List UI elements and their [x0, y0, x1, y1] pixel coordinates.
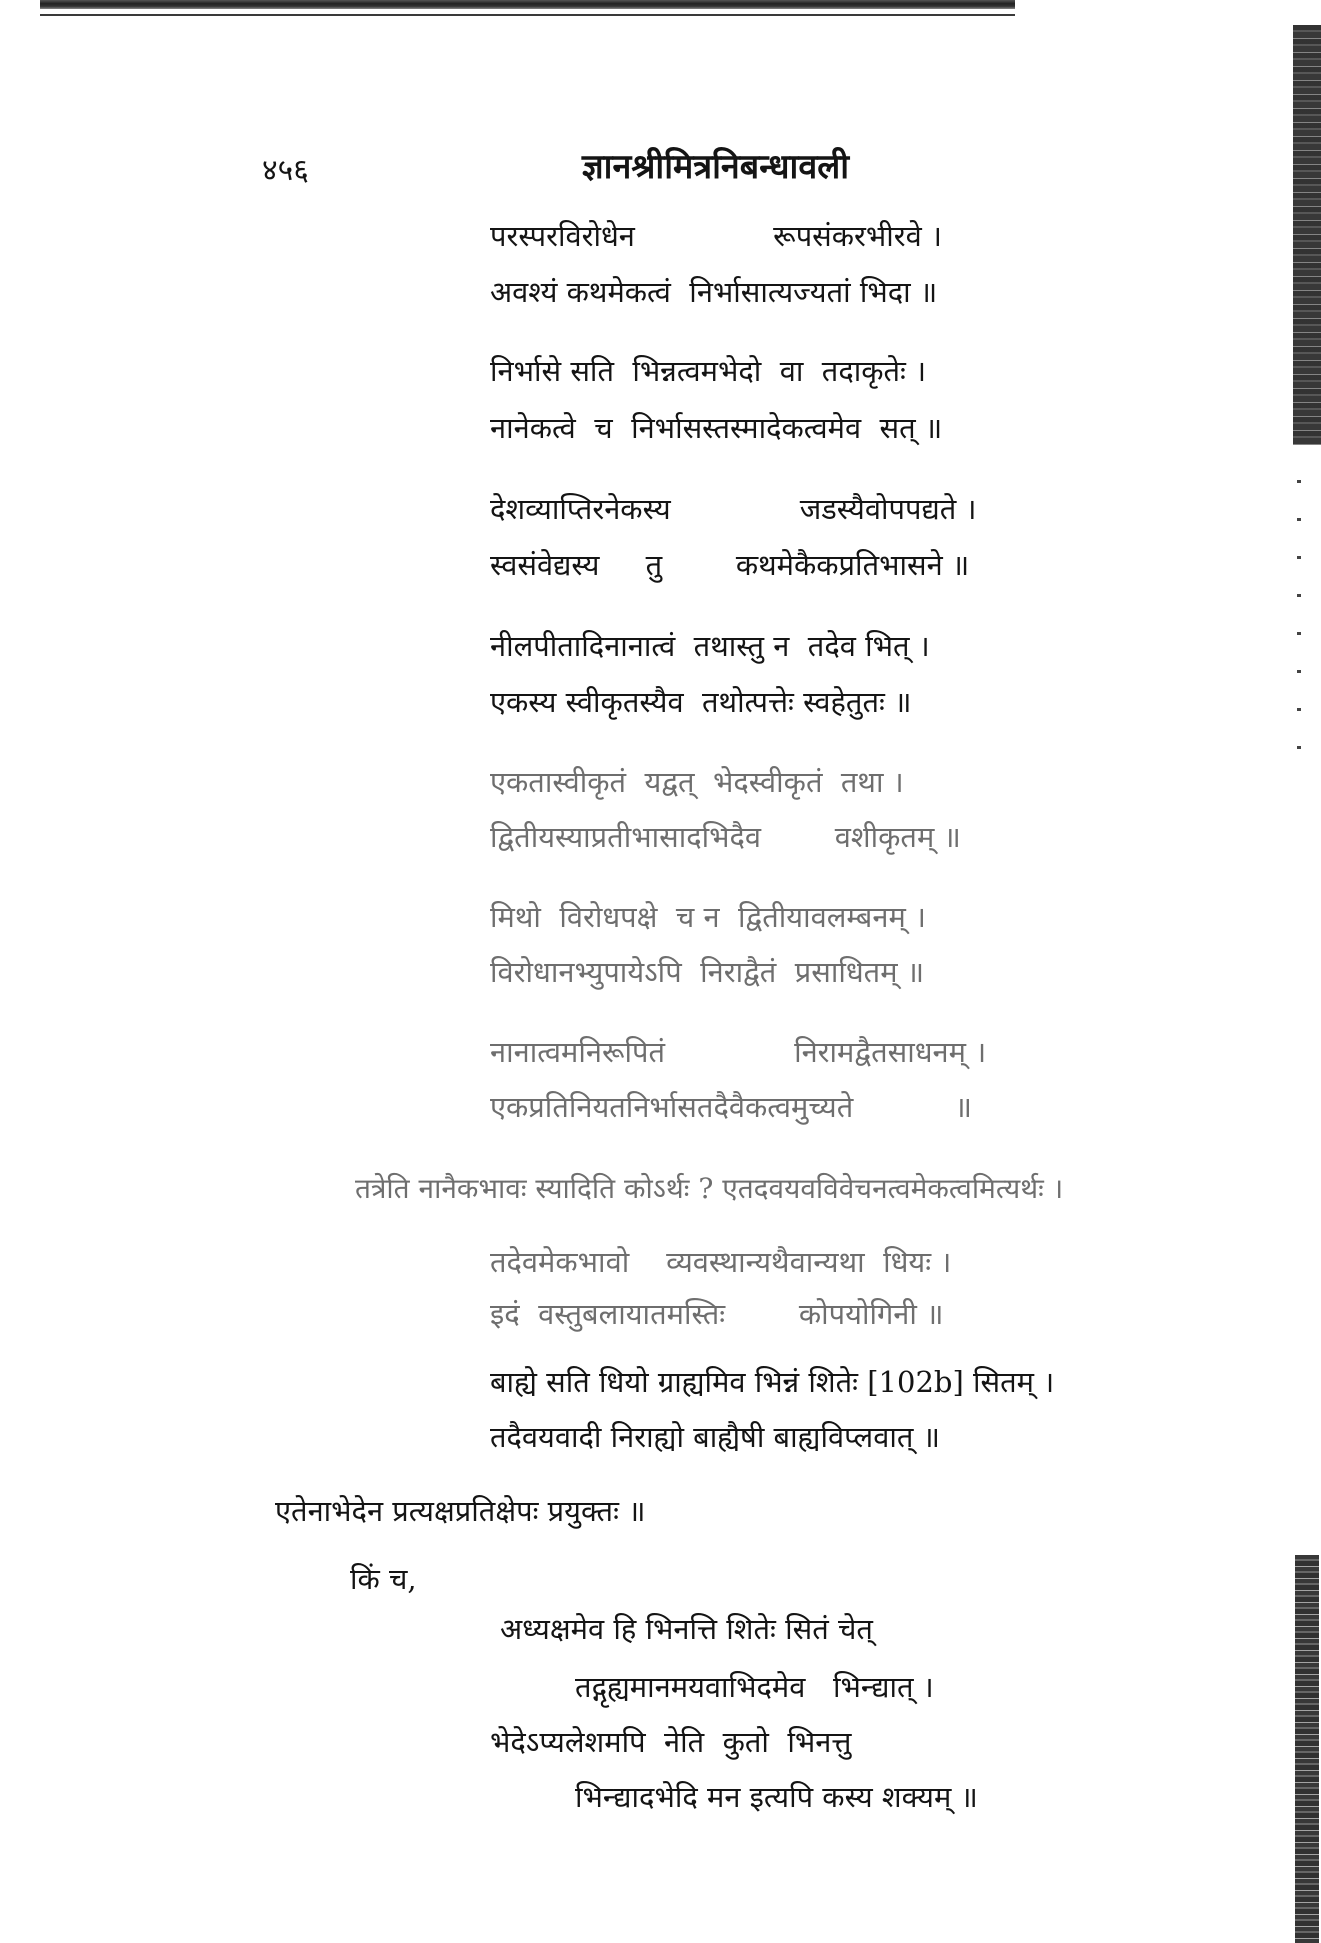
verse-7-line-a: नानात्वमनिरूपितं निरामद्वैतसाधनम् ।: [490, 1035, 987, 1069]
verse-1-line-a: परस्परविरोधेन रूपसंकरभीरवे ।: [490, 219, 942, 253]
verse-9-line-b: तदैवयवादी निराह्यो बाह्यैषी बाह्यविप्लवात् ॥: [490, 1420, 940, 1454]
scan-edge-specks: [1297, 480, 1301, 760]
verse-4-line-b: एकस्य स्वीकृतस्यैव तथोत्पत्तेः स्वहेतुतः ॥: [490, 685, 912, 719]
verse-7-line-b: एकप्रतिनियतनिर्भासतदैवैकत्वमुच्यते ॥: [490, 1090, 972, 1124]
verse-6-line-b: विरोधानभ्युपायेऽपि निराद्वैतं प्रसाधितम् ॥: [490, 955, 925, 989]
verse-8-line-a: तदेवमेकभावो व्यवस्थान्यथैवान्यथा धियः ।: [490, 1245, 952, 1279]
scan-edge-shadow-top: [1293, 25, 1321, 445]
verse-2-line-b: नानेकत्वे च निर्भासस्तस्मादेकत्वमेव सत् ॥: [490, 411, 943, 445]
final-verse-line-3: भेदेऽप्यलेशमपि नेति कुतो भिनत्तु: [490, 1725, 852, 1759]
verse-3-line-a: देशव्याप्तिरनेकस्य जडस्यैवोपपद्यते ।: [490, 492, 977, 526]
verse-5-line-b: द्वितीयस्याप्रतीभासादभिदैव वशीकृतम् ॥: [490, 820, 961, 854]
verse-3-line-b: स्वसंवेद्यस्य तु कथमेकैकप्रतिभासने ॥: [490, 548, 970, 582]
top-rule: [40, 0, 1015, 9]
scan-edge-shadow-bottom: [1295, 1555, 1319, 1943]
prose-line-2: एतेनाभेदेन प्रत्यक्षप्रतिक्षेपः प्रयुक्तः ॥: [275, 1494, 646, 1528]
verse-6-line-a: मिथो विरोधपक्षे च न द्वितीयावलम्बनम् ।: [490, 900, 927, 934]
verse-1-line-b: अवश्यं कथमेकत्वं निर्भासात्यज्यतां भिदा ॥: [490, 275, 938, 309]
verse-8-line-b: इदं वस्तुबलायातमस्तिः कोपयोगिनी ॥: [490, 1297, 944, 1331]
top-rule-thin: [40, 14, 1015, 16]
final-verse-line-2: तद्गृह्यमानमयवाभिदमेव भिन्द्यात् ।: [575, 1670, 934, 1704]
verse-2-line-a: निर्भासे सति भिन्नत्वमभेदो वा तदाकृतेः ।: [490, 354, 927, 388]
prose-line-3: किं च,: [350, 1562, 417, 1596]
final-verse-line-4: भिन्द्यादभेदि मन इत्यपि कस्य शक्यम् ॥: [575, 1780, 978, 1814]
running-head: ज्ञानश्रीमित्रनिबन्धावली: [581, 147, 850, 187]
final-verse-line-1: अध्यक्षमेव हि भिनत्ति शितेः सितं चेत्: [500, 1612, 873, 1646]
page-number: ४५६: [262, 153, 309, 188]
verse-5-line-a: एकतास्वीकृतं यद्वत् भेदस्वीकृतं तथा ।: [490, 765, 904, 799]
verse-4-line-a: नीलपीतादिनानात्वं तथास्तु न तदेव भित् ।: [490, 629, 930, 663]
verse-9-line-a: बाह्ये सति धियो ग्राह्यमिव भिन्नं शितेः [102b] सितम् ।: [490, 1365, 1055, 1399]
prose-line-1: तत्रेति नानैकभावः स्यादिति कोऽर्थः ? एतदवयवविवेचनत्वमेकत्वमित्यर्थः ।: [355, 1172, 1064, 1205]
